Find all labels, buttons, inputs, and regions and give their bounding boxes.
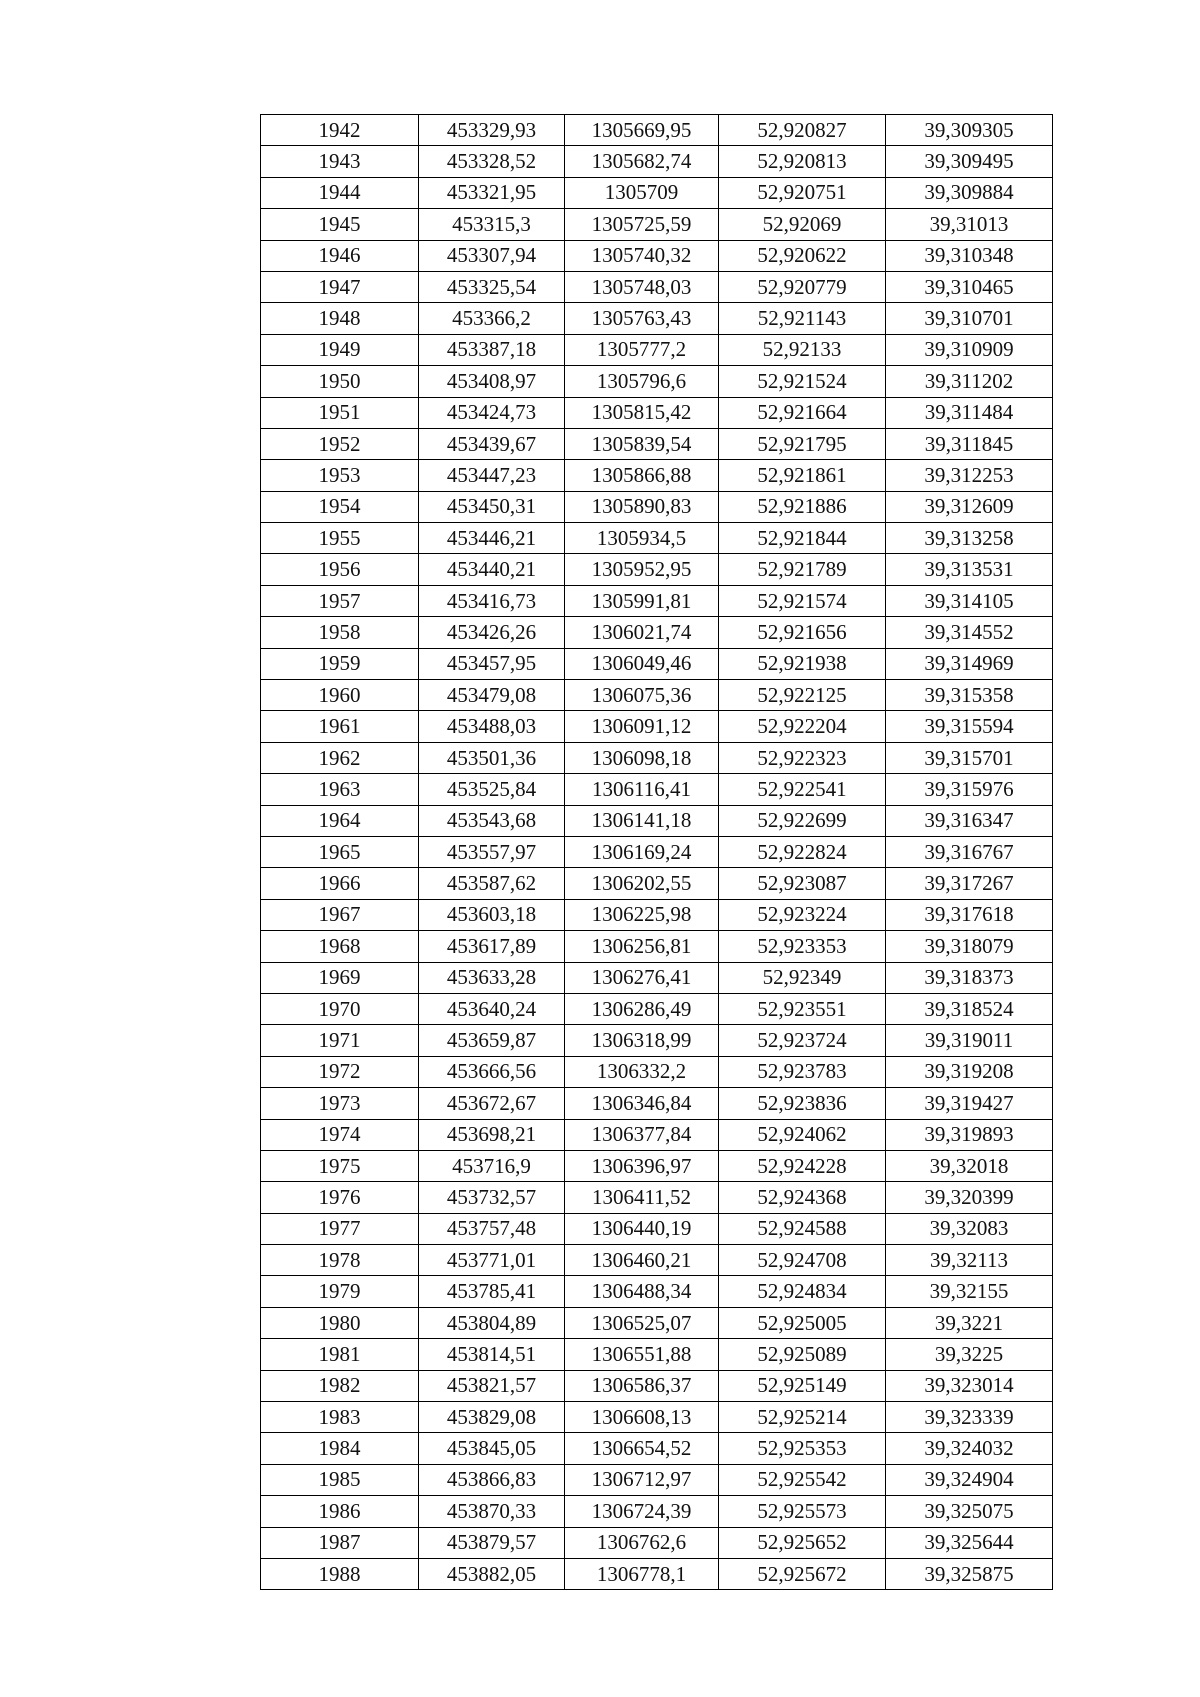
point-number-cell: 1942 <box>261 115 419 146</box>
longitude-cell: 39,32083 <box>886 1213 1053 1244</box>
table-row <box>261 303 1053 334</box>
table-row <box>261 585 1053 616</box>
y-coordinate-cell: 1305740,32 <box>565 240 719 271</box>
x-coordinate-cell: 453525,84 <box>419 774 565 805</box>
longitude-cell: 39,324032 <box>886 1433 1053 1464</box>
point-number-cell: 1975 <box>261 1150 419 1181</box>
longitude-cell: 39,319208 <box>886 1056 1053 1087</box>
y-coordinate-cell: 1306551,88 <box>565 1339 719 1370</box>
y-coordinate-cell: 1305763,43 <box>565 303 719 334</box>
latitude-cell: 52,921789 <box>719 554 886 585</box>
table-row <box>261 1213 1053 1244</box>
point-number-cell: 1956 <box>261 554 419 585</box>
y-coordinate-cell: 1306091,12 <box>565 711 719 742</box>
x-coordinate-cell: 453672,67 <box>419 1088 565 1119</box>
point-number-cell: 1954 <box>261 491 419 522</box>
latitude-cell: 52,923087 <box>719 868 886 899</box>
table-row <box>261 240 1053 271</box>
x-coordinate-cell: 453424,73 <box>419 397 565 428</box>
latitude-cell: 52,925089 <box>719 1339 886 1370</box>
longitude-cell: 39,309305 <box>886 115 1053 146</box>
latitude-cell: 52,922541 <box>719 774 886 805</box>
y-coordinate-cell: 1306712,97 <box>565 1464 719 1495</box>
latitude-cell: 52,921861 <box>719 460 886 491</box>
longitude-cell: 39,315358 <box>886 680 1053 711</box>
longitude-cell: 39,3221 <box>886 1307 1053 1338</box>
y-coordinate-cell: 1305796,6 <box>565 366 719 397</box>
longitude-cell: 39,318524 <box>886 993 1053 1024</box>
y-coordinate-cell: 1306225,98 <box>565 899 719 930</box>
longitude-cell: 39,312253 <box>886 460 1053 491</box>
latitude-cell: 52,922824 <box>719 836 886 867</box>
point-number-cell: 1983 <box>261 1402 419 1433</box>
point-number-cell: 1977 <box>261 1213 419 1244</box>
y-coordinate-cell: 1305934,5 <box>565 523 719 554</box>
latitude-cell: 52,923224 <box>719 899 886 930</box>
longitude-cell: 39,310348 <box>886 240 1053 271</box>
longitude-cell: 39,315701 <box>886 742 1053 773</box>
latitude-cell: 52,920813 <box>719 146 886 177</box>
latitude-cell: 52,922699 <box>719 805 886 836</box>
y-coordinate-cell: 1306202,55 <box>565 868 719 899</box>
point-number-cell: 1981 <box>261 1339 419 1370</box>
table-row <box>261 1370 1053 1401</box>
point-number-cell: 1976 <box>261 1182 419 1213</box>
y-coordinate-cell: 1306286,49 <box>565 993 719 1024</box>
longitude-cell: 39,319011 <box>886 1025 1053 1056</box>
table-row <box>261 491 1053 522</box>
x-coordinate-cell: 453659,87 <box>419 1025 565 1056</box>
longitude-cell: 39,315594 <box>886 711 1053 742</box>
table-row <box>261 993 1053 1024</box>
table-row <box>261 1307 1053 1338</box>
longitude-cell: 39,32018 <box>886 1150 1053 1181</box>
x-coordinate-cell: 453845,05 <box>419 1433 565 1464</box>
table-row <box>261 209 1053 240</box>
point-number-cell: 1973 <box>261 1088 419 1119</box>
latitude-cell: 52,920827 <box>719 115 886 146</box>
latitude-cell: 52,925149 <box>719 1370 886 1401</box>
x-coordinate-cell: 453557,97 <box>419 836 565 867</box>
table-row <box>261 271 1053 302</box>
x-coordinate-cell: 453446,21 <box>419 523 565 554</box>
point-number-cell: 1988 <box>261 1558 419 1589</box>
point-number-cell: 1969 <box>261 962 419 993</box>
point-number-cell: 1955 <box>261 523 419 554</box>
longitude-cell: 39,313258 <box>886 523 1053 554</box>
x-coordinate-cell: 453416,73 <box>419 585 565 616</box>
longitude-cell: 39,323339 <box>886 1402 1053 1433</box>
latitude-cell: 52,920622 <box>719 240 886 271</box>
table-row <box>261 1056 1053 1087</box>
latitude-cell: 52,922125 <box>719 680 886 711</box>
y-coordinate-cell: 1305777,2 <box>565 334 719 365</box>
latitude-cell: 52,924228 <box>719 1150 886 1181</box>
table-row <box>261 177 1053 208</box>
latitude-cell: 52,92069 <box>719 209 886 240</box>
point-number-cell: 1970 <box>261 993 419 1024</box>
latitude-cell: 52,923724 <box>719 1025 886 1056</box>
x-coordinate-cell: 453757,48 <box>419 1213 565 1244</box>
table-row <box>261 366 1053 397</box>
point-number-cell: 1986 <box>261 1496 419 1527</box>
point-number-cell: 1963 <box>261 774 419 805</box>
point-number-cell: 1950 <box>261 366 419 397</box>
point-number-cell: 1974 <box>261 1119 419 1150</box>
y-coordinate-cell: 1306488,34 <box>565 1276 719 1307</box>
point-number-cell: 1945 <box>261 209 419 240</box>
y-coordinate-cell: 1306724,39 <box>565 1496 719 1527</box>
point-number-cell: 1944 <box>261 177 419 208</box>
point-number-cell: 1959 <box>261 648 419 679</box>
table-row <box>261 1088 1053 1119</box>
x-coordinate-cell: 453387,18 <box>419 334 565 365</box>
x-coordinate-cell: 453366,2 <box>419 303 565 334</box>
y-coordinate-cell: 1306021,74 <box>565 617 719 648</box>
x-coordinate-cell: 453440,21 <box>419 554 565 585</box>
latitude-cell: 52,923783 <box>719 1056 886 1087</box>
x-coordinate-cell: 453447,23 <box>419 460 565 491</box>
table-row <box>261 115 1053 146</box>
longitude-cell: 39,317267 <box>886 868 1053 899</box>
x-coordinate-cell: 453771,01 <box>419 1245 565 1276</box>
latitude-cell: 52,925005 <box>719 1307 886 1338</box>
x-coordinate-cell: 453501,36 <box>419 742 565 773</box>
table-row <box>261 146 1053 177</box>
point-number-cell: 1982 <box>261 1370 419 1401</box>
longitude-cell: 39,314105 <box>886 585 1053 616</box>
x-coordinate-cell: 453457,95 <box>419 648 565 679</box>
table-row <box>261 1182 1053 1213</box>
y-coordinate-cell: 1306586,37 <box>565 1370 719 1401</box>
longitude-cell: 39,315976 <box>886 774 1053 805</box>
table-row <box>261 1245 1053 1276</box>
latitude-cell: 52,921664 <box>719 397 886 428</box>
latitude-cell: 52,92349 <box>719 962 886 993</box>
point-number-cell: 1972 <box>261 1056 419 1087</box>
longitude-cell: 39,325075 <box>886 1496 1053 1527</box>
y-coordinate-cell: 1306318,99 <box>565 1025 719 1056</box>
point-number-cell: 1952 <box>261 428 419 459</box>
longitude-cell: 39,310701 <box>886 303 1053 334</box>
x-coordinate-cell: 453307,94 <box>419 240 565 271</box>
x-coordinate-cell: 453329,93 <box>419 115 565 146</box>
x-coordinate-cell: 453821,57 <box>419 1370 565 1401</box>
y-coordinate-cell: 1306377,84 <box>565 1119 719 1150</box>
longitude-cell: 39,317618 <box>886 899 1053 930</box>
point-number-cell: 1978 <box>261 1245 419 1276</box>
latitude-cell: 52,923551 <box>719 993 886 1024</box>
table-row <box>261 397 1053 428</box>
point-number-cell: 1947 <box>261 271 419 302</box>
x-coordinate-cell: 453866,83 <box>419 1464 565 1495</box>
y-coordinate-cell: 1306654,52 <box>565 1433 719 1464</box>
longitude-cell: 39,32155 <box>886 1276 1053 1307</box>
y-coordinate-cell: 1306778,1 <box>565 1558 719 1589</box>
x-coordinate-cell: 453814,51 <box>419 1339 565 1370</box>
longitude-cell: 39,324904 <box>886 1464 1053 1495</box>
point-number-cell: 1949 <box>261 334 419 365</box>
table-row <box>261 868 1053 899</box>
point-number-cell: 1957 <box>261 585 419 616</box>
latitude-cell: 52,925652 <box>719 1527 886 1558</box>
latitude-cell: 52,921886 <box>719 491 886 522</box>
x-coordinate-cell: 453732,57 <box>419 1182 565 1213</box>
point-number-cell: 1948 <box>261 303 419 334</box>
table-row <box>261 1025 1053 1056</box>
x-coordinate-cell: 453870,33 <box>419 1496 565 1527</box>
x-coordinate-cell: 453633,28 <box>419 962 565 993</box>
table-row <box>261 1558 1053 1589</box>
longitude-cell: 39,311845 <box>886 428 1053 459</box>
y-coordinate-cell: 1306460,21 <box>565 1245 719 1276</box>
table-row <box>261 836 1053 867</box>
table-row <box>261 1276 1053 1307</box>
table-row <box>261 334 1053 365</box>
longitude-cell: 39,309884 <box>886 177 1053 208</box>
point-number-cell: 1953 <box>261 460 419 491</box>
x-coordinate-cell: 453587,62 <box>419 868 565 899</box>
latitude-cell: 52,924368 <box>719 1182 886 1213</box>
coordinates-table-body <box>261 115 1053 1590</box>
x-coordinate-cell: 453666,56 <box>419 1056 565 1087</box>
latitude-cell: 52,921844 <box>719 523 886 554</box>
latitude-cell: 52,924708 <box>719 1245 886 1276</box>
point-number-cell: 1987 <box>261 1527 419 1558</box>
y-coordinate-cell: 1306396,97 <box>565 1150 719 1181</box>
x-coordinate-cell: 453804,89 <box>419 1307 565 1338</box>
longitude-cell: 39,311484 <box>886 397 1053 428</box>
x-coordinate-cell: 453617,89 <box>419 931 565 962</box>
y-coordinate-cell: 1306525,07 <box>565 1307 719 1338</box>
longitude-cell: 39,325875 <box>886 1558 1053 1589</box>
latitude-cell: 52,925214 <box>719 1402 886 1433</box>
latitude-cell: 52,921656 <box>719 617 886 648</box>
longitude-cell: 39,316767 <box>886 836 1053 867</box>
latitude-cell: 52,920751 <box>719 177 886 208</box>
x-coordinate-cell: 453315,3 <box>419 209 565 240</box>
y-coordinate-cell: 1306256,81 <box>565 931 719 962</box>
point-number-cell: 1962 <box>261 742 419 773</box>
latitude-cell: 52,923353 <box>719 931 886 962</box>
point-number-cell: 1985 <box>261 1464 419 1495</box>
coordinates-table <box>260 114 1053 1590</box>
table-row <box>261 1150 1053 1181</box>
x-coordinate-cell: 453479,08 <box>419 680 565 711</box>
y-coordinate-cell: 1305991,81 <box>565 585 719 616</box>
table-row <box>261 962 1053 993</box>
table-row <box>261 680 1053 711</box>
y-coordinate-cell: 1306608,13 <box>565 1402 719 1433</box>
table-row <box>261 742 1053 773</box>
point-number-cell: 1980 <box>261 1307 419 1338</box>
x-coordinate-cell: 453408,97 <box>419 366 565 397</box>
longitude-cell: 39,3225 <box>886 1339 1053 1370</box>
longitude-cell: 39,312609 <box>886 491 1053 522</box>
table-row <box>261 523 1053 554</box>
x-coordinate-cell: 453439,67 <box>419 428 565 459</box>
latitude-cell: 52,921143 <box>719 303 886 334</box>
x-coordinate-cell: 453488,03 <box>419 711 565 742</box>
table-row <box>261 460 1053 491</box>
longitude-cell: 39,318079 <box>886 931 1053 962</box>
table-row <box>261 554 1053 585</box>
point-number-cell: 1968 <box>261 931 419 962</box>
latitude-cell: 52,924588 <box>719 1213 886 1244</box>
y-coordinate-cell: 1306098,18 <box>565 742 719 773</box>
latitude-cell: 52,920779 <box>719 271 886 302</box>
longitude-cell: 39,314552 <box>886 617 1053 648</box>
longitude-cell: 39,311202 <box>886 366 1053 397</box>
y-coordinate-cell: 1306049,46 <box>565 648 719 679</box>
table-row <box>261 1464 1053 1495</box>
y-coordinate-cell: 1305839,54 <box>565 428 719 459</box>
longitude-cell: 39,323014 <box>886 1370 1053 1401</box>
x-coordinate-cell: 453328,52 <box>419 146 565 177</box>
point-number-cell: 1960 <box>261 680 419 711</box>
y-coordinate-cell: 1305866,88 <box>565 460 719 491</box>
y-coordinate-cell: 1305748,03 <box>565 271 719 302</box>
y-coordinate-cell: 1306346,84 <box>565 1088 719 1119</box>
x-coordinate-cell: 453543,68 <box>419 805 565 836</box>
latitude-cell: 52,922323 <box>719 742 886 773</box>
table-row <box>261 617 1053 648</box>
longitude-cell: 39,318373 <box>886 962 1053 993</box>
longitude-cell: 39,314969 <box>886 648 1053 679</box>
point-number-cell: 1943 <box>261 146 419 177</box>
table-row <box>261 931 1053 962</box>
latitude-cell: 52,921938 <box>719 648 886 679</box>
longitude-cell: 39,319893 <box>886 1119 1053 1150</box>
x-coordinate-cell: 453879,57 <box>419 1527 565 1558</box>
x-coordinate-cell: 453698,21 <box>419 1119 565 1150</box>
y-coordinate-cell: 1305952,95 <box>565 554 719 585</box>
longitude-cell: 39,325644 <box>886 1527 1053 1558</box>
x-coordinate-cell: 453321,95 <box>419 177 565 208</box>
y-coordinate-cell: 1306276,41 <box>565 962 719 993</box>
point-number-cell: 1958 <box>261 617 419 648</box>
longitude-cell: 39,313531 <box>886 554 1053 585</box>
y-coordinate-cell: 1306116,41 <box>565 774 719 805</box>
x-coordinate-cell: 453426,26 <box>419 617 565 648</box>
y-coordinate-cell: 1305815,42 <box>565 397 719 428</box>
point-number-cell: 1961 <box>261 711 419 742</box>
y-coordinate-cell: 1305709 <box>565 177 719 208</box>
latitude-cell: 52,925353 <box>719 1433 886 1464</box>
longitude-cell: 39,310909 <box>886 334 1053 365</box>
x-coordinate-cell: 453325,54 <box>419 271 565 302</box>
y-coordinate-cell: 1306075,36 <box>565 680 719 711</box>
y-coordinate-cell: 1306141,18 <box>565 805 719 836</box>
latitude-cell: 52,923836 <box>719 1088 886 1119</box>
longitude-cell: 39,32113 <box>886 1245 1053 1276</box>
latitude-cell: 52,921574 <box>719 585 886 616</box>
y-coordinate-cell: 1305725,59 <box>565 209 719 240</box>
y-coordinate-cell: 1305669,95 <box>565 115 719 146</box>
latitude-cell: 52,925672 <box>719 1558 886 1589</box>
x-coordinate-cell: 453882,05 <box>419 1558 565 1589</box>
latitude-cell: 52,924062 <box>719 1119 886 1150</box>
point-number-cell: 1965 <box>261 836 419 867</box>
table-row <box>261 899 1053 930</box>
latitude-cell: 52,925573 <box>719 1496 886 1527</box>
latitude-cell: 52,921795 <box>719 428 886 459</box>
x-coordinate-cell: 453785,41 <box>419 1276 565 1307</box>
point-number-cell: 1946 <box>261 240 419 271</box>
table-row <box>261 1496 1053 1527</box>
table-row <box>261 1119 1053 1150</box>
point-number-cell: 1951 <box>261 397 419 428</box>
longitude-cell: 39,319427 <box>886 1088 1053 1119</box>
y-coordinate-cell: 1306762,6 <box>565 1527 719 1558</box>
latitude-cell: 52,925542 <box>719 1464 886 1495</box>
longitude-cell: 39,310465 <box>886 271 1053 302</box>
point-number-cell: 1971 <box>261 1025 419 1056</box>
table-row <box>261 428 1053 459</box>
table-row <box>261 648 1053 679</box>
x-coordinate-cell: 453716,9 <box>419 1150 565 1181</box>
y-coordinate-cell: 1306169,24 <box>565 836 719 867</box>
longitude-cell: 39,309495 <box>886 146 1053 177</box>
table-row <box>261 774 1053 805</box>
longitude-cell: 39,31013 <box>886 209 1053 240</box>
x-coordinate-cell: 453450,31 <box>419 491 565 522</box>
y-coordinate-cell: 1306332,2 <box>565 1056 719 1087</box>
point-number-cell: 1967 <box>261 899 419 930</box>
latitude-cell: 52,924834 <box>719 1276 886 1307</box>
x-coordinate-cell: 453829,08 <box>419 1402 565 1433</box>
y-coordinate-cell: 1305682,74 <box>565 146 719 177</box>
y-coordinate-cell: 1306411,52 <box>565 1182 719 1213</box>
point-number-cell: 1984 <box>261 1433 419 1464</box>
longitude-cell: 39,316347 <box>886 805 1053 836</box>
x-coordinate-cell: 453640,24 <box>419 993 565 1024</box>
table-row <box>261 1433 1053 1464</box>
table-row <box>261 1527 1053 1558</box>
table-row <box>261 1402 1053 1433</box>
point-number-cell: 1966 <box>261 868 419 899</box>
longitude-cell: 39,320399 <box>886 1182 1053 1213</box>
table-row <box>261 1339 1053 1370</box>
y-coordinate-cell: 1306440,19 <box>565 1213 719 1244</box>
y-coordinate-cell: 1305890,83 <box>565 491 719 522</box>
latitude-cell: 52,921524 <box>719 366 886 397</box>
point-number-cell: 1964 <box>261 805 419 836</box>
x-coordinate-cell: 453603,18 <box>419 899 565 930</box>
table-row <box>261 711 1053 742</box>
latitude-cell: 52,92133 <box>719 334 886 365</box>
table-row <box>261 805 1053 836</box>
point-number-cell: 1979 <box>261 1276 419 1307</box>
latitude-cell: 52,922204 <box>719 711 886 742</box>
